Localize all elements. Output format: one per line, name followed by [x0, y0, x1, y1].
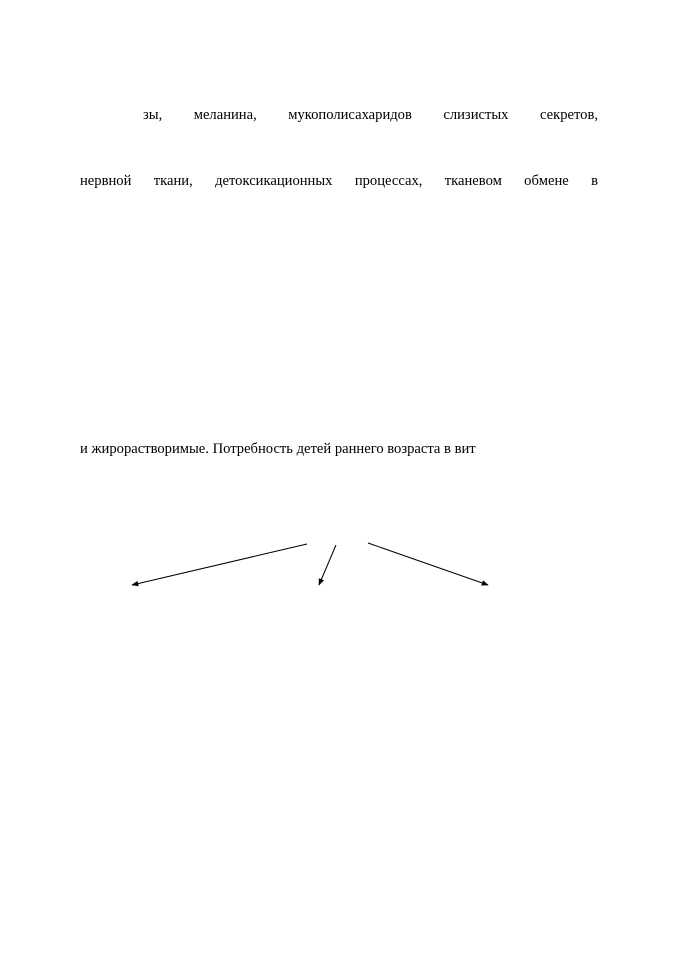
arrow-left — [132, 544, 307, 585]
arrow-middle — [319, 545, 336, 585]
arrow-right — [368, 543, 488, 585]
text-line-1: зы, меланина, мукополисахаридов слизистых секретов, — [143, 107, 598, 123]
text-line-3: и жирорастворимые. Потребность детей раннего возраста в вит — [80, 441, 476, 457]
text-line-2: нервной ткани, детоксикационных процессах, тканевом обмене в — [80, 173, 598, 189]
